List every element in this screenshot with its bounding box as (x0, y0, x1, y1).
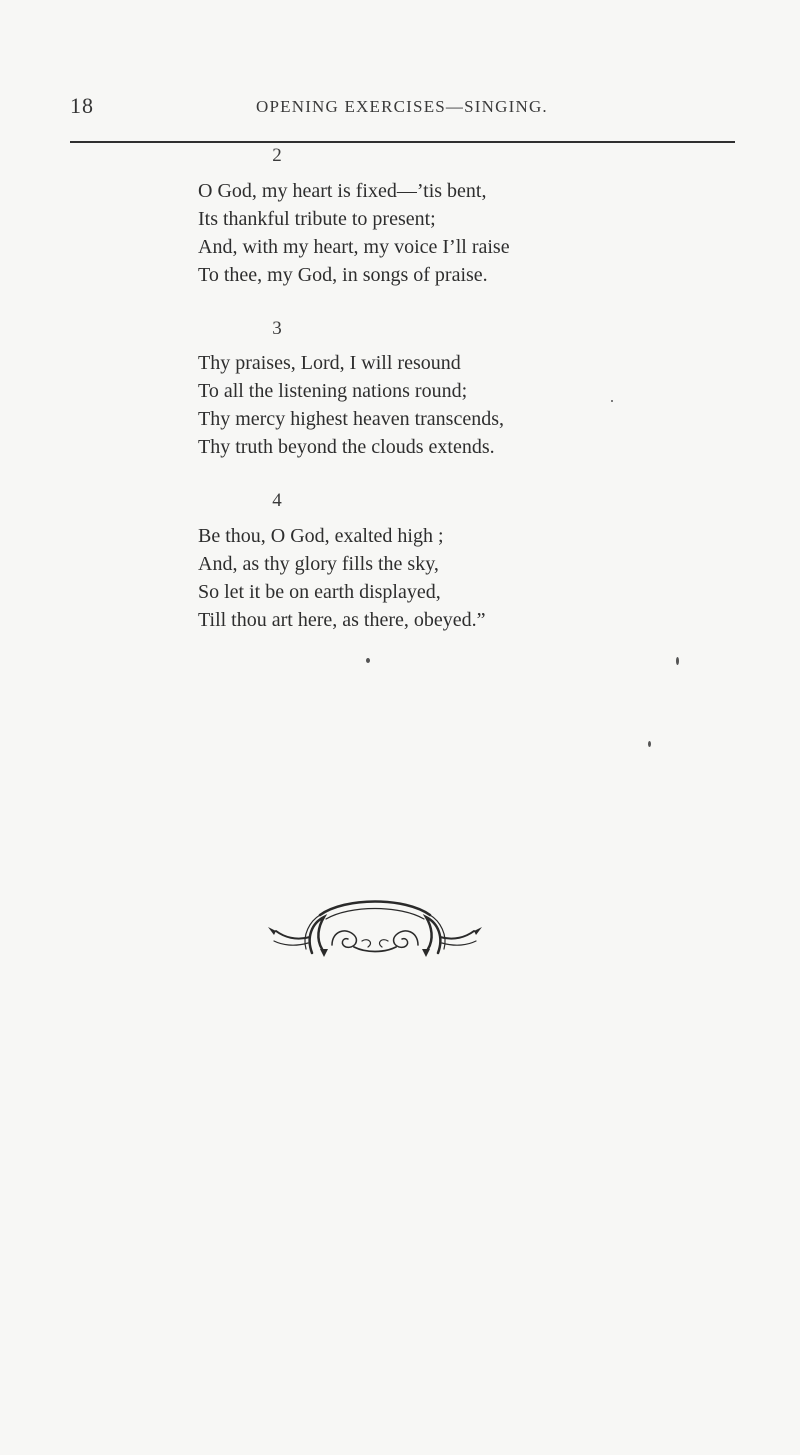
stanza-number: 4 (272, 490, 282, 511)
ink-speck (648, 741, 651, 747)
ink-speck (366, 658, 370, 663)
page-header (0, 93, 800, 123)
ink-speck (676, 657, 679, 665)
verse-line: To thee, my God, in songs of praise. (198, 264, 488, 286)
verse-line: O God, my heart is fixed—’tis bent, (198, 180, 487, 202)
tailpiece-flourish-icon (250, 897, 500, 957)
verse-line: Be thou, O God, exalted high ; (198, 525, 444, 547)
stanza-number: 2 (272, 145, 282, 166)
page-number: 18 (70, 93, 94, 118)
verse-line: Thy truth beyond the clouds extends. (198, 436, 495, 458)
verse-line: Till thou art here, as there, obeyed.” (198, 609, 486, 631)
ink-speck (611, 400, 613, 402)
header-rule (70, 141, 735, 143)
running-head: OPENING EXERCISES—SINGING. (256, 97, 548, 116)
verse-line: Thy mercy highest heaven transcends, (198, 408, 505, 430)
verse-line: Its thankful tribute to present; (198, 208, 436, 230)
verse-line: So let it be on earth displayed, (198, 581, 441, 603)
verse-line: To all the listening nations round; (198, 380, 468, 402)
verse-line: Thy praises, Lord, I will resound (198, 352, 461, 374)
verse-line: And, as thy glory fills the sky, (198, 553, 439, 575)
verse-line: And, with my heart, my voice I’ll raise (198, 236, 510, 258)
stanza-number: 3 (272, 318, 282, 339)
